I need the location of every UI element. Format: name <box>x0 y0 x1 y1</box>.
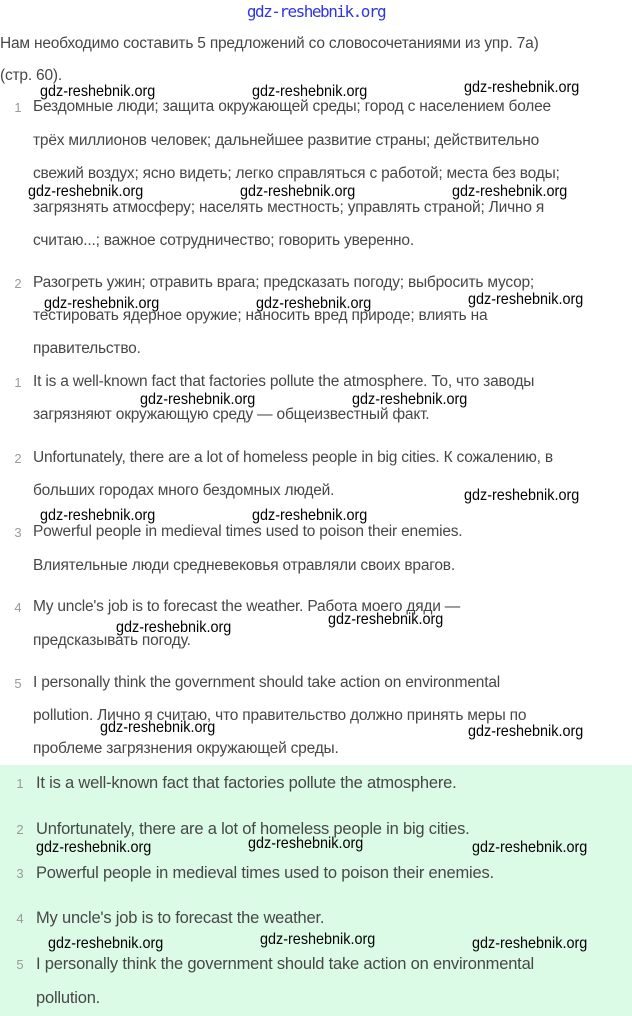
phrases-item-line: правительство. <box>33 340 141 357</box>
examples-item-line: It is a well-known fact that factories pollute the atmosphere. То, что заводы <box>33 373 535 390</box>
examples-item-line: загрязняют окружающую среду — общеизвестный факт. <box>33 406 430 423</box>
watermark-text: gdz-reshebnik.org <box>352 391 468 408</box>
watermark-text: gdz-reshebnik.org <box>116 619 232 636</box>
watermark-text: gdz-reshebnik.org <box>100 719 216 736</box>
examples-item-line: Unfortunately, there are a lot of homeless people in big cities. К сожалению, в <box>33 449 553 466</box>
item-number: 2 <box>16 822 24 837</box>
watermark-text: gdz-reshebnik.org <box>468 723 584 740</box>
watermark-text: gdz-reshebnik.org <box>452 183 568 200</box>
watermark-text: gdz-reshebnik.org <box>472 935 588 952</box>
examples-item-line: Powerful people in medieval times used to poison their enemies. <box>33 523 463 540</box>
phrases-item-line: трёх миллионов человек; дальнейшее развитие страны; действительно <box>33 132 540 149</box>
phrases-item-line: загрязнять атмосферу; населять местность; управлять страной; Лично я <box>33 199 545 216</box>
item-number: 4 <box>16 911 24 926</box>
item-number: 5 <box>14 676 22 691</box>
examples-item-line: I personally think the government should take action on environmental <box>33 674 500 691</box>
watermark-text: gdz-reshebnik.org <box>252 507 368 524</box>
watermark-text: gdz-reshebnik.org <box>40 507 156 524</box>
answers-item-line: pollution. <box>36 989 101 1007</box>
watermark-text: gdz-reshebnik.org <box>252 83 368 100</box>
examples-item-line: больших городах много бездомных людей. <box>33 482 335 499</box>
answers-item-line: Powerful people in medieval times used to poison their enemies. <box>36 864 494 882</box>
item-number: 3 <box>16 866 24 881</box>
intro-line: Нам необходимо составить 5 предложений со словосочетаниями из упр. 7а) <box>0 35 539 52</box>
phrases-item-line: Разогреть ужин; отравить врага; предсказать погоду; выбросить мусор; <box>33 274 535 291</box>
item-number: 1 <box>14 100 22 115</box>
answers-item-line: My uncle's job is to forecast the weather. <box>36 909 325 927</box>
header-watermark: gdz-reshebnik.org <box>246 2 386 21</box>
watermark-text: gdz-reshebnik.org <box>464 487 580 504</box>
answers-item-line: Unfortunately, there are a lot of homeless people in big cities. <box>36 820 470 838</box>
watermark-text: gdz-reshebnik.org <box>256 295 372 312</box>
watermark-text: gdz-reshebnik.org <box>28 183 144 200</box>
watermark-text: gdz-reshebnik.org <box>464 79 580 96</box>
item-number: 2 <box>14 451 22 466</box>
answers-item-line: It is a well-known fact that factories pollute the atmosphere. <box>36 774 457 792</box>
examples-item-line: Влиятельные люди средневековья отравляли своих врагов. <box>33 557 455 574</box>
watermark-text: gdz-reshebnik.org <box>468 291 584 308</box>
phrases-item-line: тестировать ядерное оружие; наносить вред природе; влиять на <box>33 307 488 324</box>
watermark-text: gdz-reshebnik.org <box>140 391 256 408</box>
examples-item-line: предсказывать погоду. <box>33 632 191 649</box>
examples-item-line: проблеме загрязнения окружающей среды. <box>33 740 339 757</box>
watermark-text: gdz-reshebnik.org <box>260 931 376 948</box>
item-number: 1 <box>14 375 22 390</box>
item-number: 3 <box>14 525 22 540</box>
answers-item-line: I personally think the government should take action on environmental <box>36 955 535 973</box>
watermark-text: gdz-reshebnik.org <box>44 295 160 312</box>
item-number: 1 <box>16 776 24 791</box>
answer-box <box>0 765 632 1016</box>
watermark-text: gdz-reshebnik.org <box>48 935 164 952</box>
watermark-text: gdz-reshebnik.org <box>472 839 588 856</box>
item-number: 2 <box>14 276 22 291</box>
watermark-text: gdz-reshebnik.org <box>248 835 364 852</box>
item-number: 4 <box>14 600 22 615</box>
intro-line: (стр. 60). <box>0 67 62 84</box>
phrases-item-line: Бездомные люди; защита окружающей среды; город с населением более <box>33 98 551 115</box>
examples-item-line: pollution. Лично я считаю, что правительство должно принять меры по <box>33 707 527 724</box>
item-number: 5 <box>16 957 24 972</box>
examples-item-line: My uncle's job is to forecast the weather. Работа моего дяди — <box>33 598 461 615</box>
watermark-text: gdz-reshebnik.org <box>40 83 156 100</box>
watermark-text: gdz-reshebnik.org <box>240 183 356 200</box>
phrases-item-line: считаю...; важное сотрудничество; говорить уверенно. <box>33 232 414 249</box>
watermark-text: gdz-reshebnik.org <box>328 611 444 628</box>
watermark-text: gdz-reshebnik.org <box>36 839 152 856</box>
phrases-item-line: свежий воздух; ясно видеть; легко справляться с работой; места без воды; <box>33 165 560 182</box>
